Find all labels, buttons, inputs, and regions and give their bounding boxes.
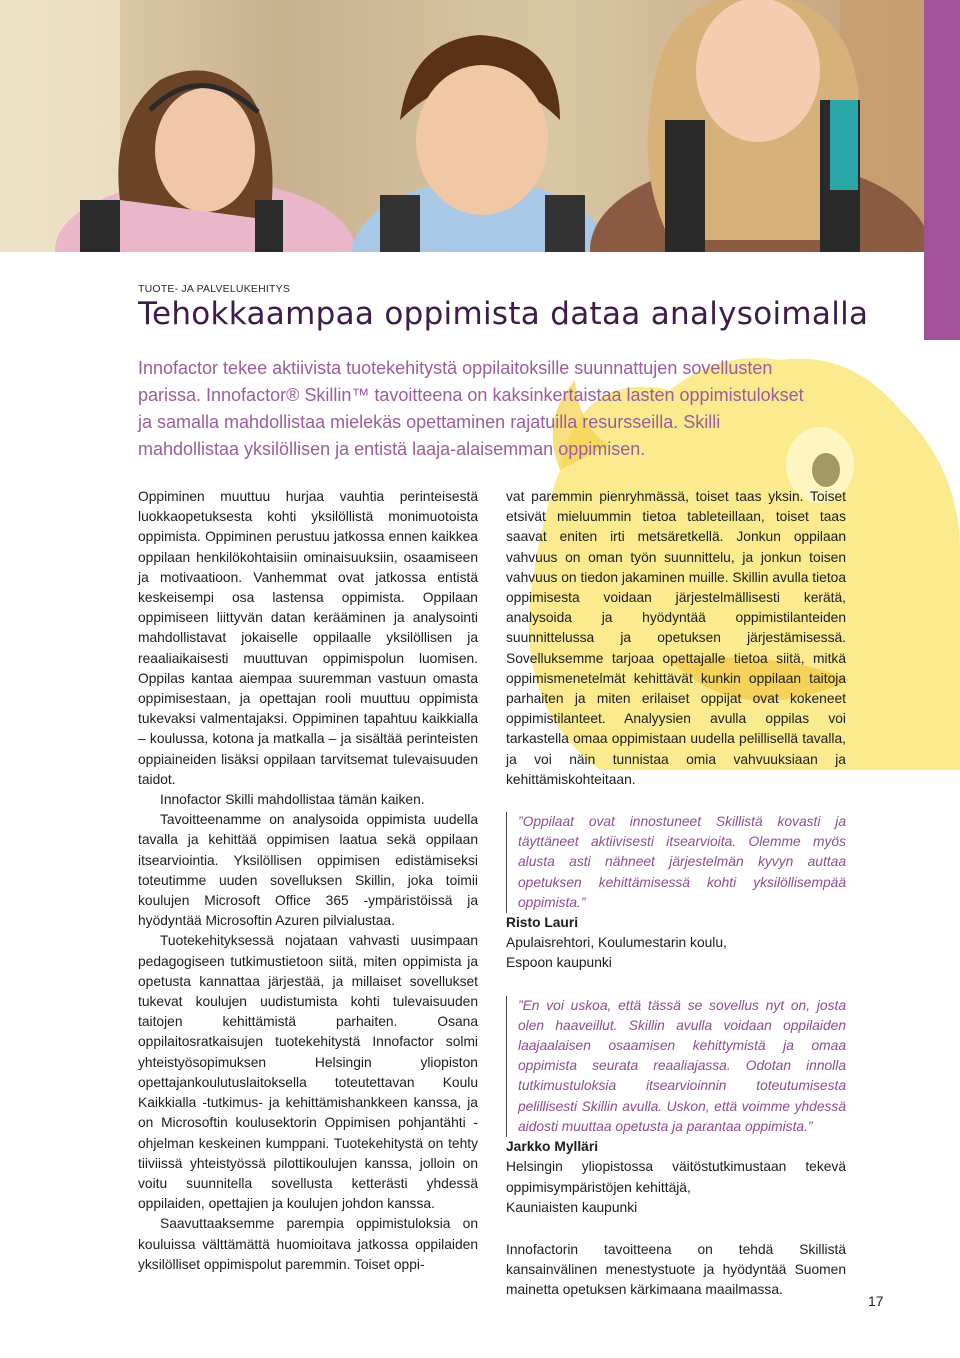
body-paragraph: vat paremmin pienryhmässä, toiset taas yksin. Toiset etsivät mieluummin tietoa tableteillaan, toiset taas saavat eniten irti metsäretkellä. Jonkun oppilaan vahvuus on oman työn suunnittelu, ja jonkun toisen vahvuus on tiedon jakaminen muille. Skillin avulla tietoa oppimisesta voidaan järjestelmällisesti kerätä, analysoida ja hyödyntää oppimistilanteiden suunnittelussa ja opetuksen järjestämisessä. Sovelluksemme tarjoaa opettajalle tietoa siitä, mitkä oppimismenetelmät kehittävät kunkin oppilaan taitoja parhaiten ja miten erilaiset oppijat ovat kokeneet oppimistilanteet. Analyysien avulla oppilas voi tarkastella omaa oppimistaan uudella pelillisellä tavalla, ja voi näin tunnistaa omia vahvuuksiaan ja kehittämiskohteitaan. (506, 489, 846, 787)
section-color-tab (924, 0, 960, 340)
body-paragraph: Oppiminen muuttuu hurjaa vauhtia perinteisestä luokkaopetuksesta kohti yksilöllistä monimuotoista oppimista. Oppiminen perustuu jatkossa ennen kaikkea oppilaan henkilökohtaisiin ominaisuuksiin, osaamiseen ja motivaatioon. Vanhemmat ovat jatkossa entistä keskeisempi osa lastensa oppimista. Oppilaan oppimiseen liittyvän datan kerääminen ja analysointi mahdollistavat jokaiselle oppilaalle yksilöllisen ja reaaliaikaisesti muuttuvan oppimispolun luomisen. Oppilas kantaa aiempaa suuremman vastuun omasta oppimisestaan, ja opettajan rooli muuttuu oppimista tukevaksi valmentajaksi. Oppiminen tapahtuu kaikkialla – koulussa, kotona ja matkalla – ja sisältää perinteisten oppiaineiden lisäksi oppilaan tarvitsemat tulevaisuuden taidot. (138, 489, 478, 787)
quote-text: ”Oppilaat ovat innostuneet Skillistä kovasti ja täyttäneet aktiivisesti itsearvioita. Olemme myös alusta asti nähneet järjestelmän kyvyn auttaa opetuksen kehittämisessä kohti yksilöllisempää oppimista.” (518, 814, 846, 910)
header-photo (0, 0, 924, 252)
quote-text: ”En voi uskoa, että tässä se sovellus nyt on, josta olen haaveillut. Skillin avulla voidaan oppilaiden laajaalaisen osaamisen kehittymistä ja omaa oppimista seurata reaaliajassa. Odotan innolla tutkimustuloksia itsearvioinnin toteutumisesta pelillisesti Skillin avulla. Uskon, että voimme yhdessä aidosti muuttaa opetusta ja parantaa oppimista.” (518, 997, 846, 1134)
body-paragraph: Tuotekehityksessä nojataan vahvasti uusimpaan pedagogiseen tutkimustietoon siitä, miten oppimista ja opetusta kannattaa järjestää, ja millaiset sovellukset tukevat koulujen uudistumista kohti tulevaisuuden taitojen kehittämistä parhaiten. Osana oppilaitosratkaisujen tuotekehitystä Innofactor solmi yhteistyösopimuksen Helsingin yliopiston opettajankoulutuslaitoksella toteutettavan Koulu Kaikkialla -tutkimus- ja kehittämishankkeen kanssa, ja on Microsoftin koulusektorin Oppimisen pohjantähti -ohjelman keskeinen kumppani. Tuotekehitystä on tehty tiiviissä yhteistyössä pilottikoulujen kanssa, jolloin on voitu suunnitella sovellusta ketterästi yhdessä oppilaiden, opettajien ja koulujen johdon kanssa. (138, 933, 478, 1212)
body-paragraph: Innofactor Skilli mahdollistaa tämän kaiken. (160, 792, 425, 808)
page-title: Tehokkaampaa oppimista dataa analysoimalla (138, 296, 869, 332)
quote-author-organization: Espoon kaupunki (506, 955, 612, 971)
body-paragraph: Innofactorin tavoitteena on tehdä Skillistä kansainvälinen menestystuote ja hyödyntää Suomen mainetta opetuksen kärkimaana maailmassa. (506, 1241, 846, 1298)
quote-author-organization: Kauniaisten kaupunki (506, 1199, 638, 1215)
quote-author-name: Jarkko Mylläri (506, 1139, 599, 1155)
quote-author-title: Helsingin yliopistossa väitöstutkimustaan tekevä oppimisympäristöjen kehittäjä, (506, 1159, 846, 1195)
article-column-left (138, 487, 478, 1275)
body-paragraph: Saavuttaaksemme parempia oppimistuloksia on kouluissa välttämättä huomioitava jatkossa oppilaiden yksilölliset oppimispolut paremmin. Toiset oppi- (138, 1216, 478, 1272)
quote-author-name: Risto Lauri (506, 915, 579, 931)
quote-author-title: Apulaisrehtori, Koulumestarin koulu, (506, 935, 727, 951)
pull-quote (506, 996, 846, 1137)
page-number: 17 (868, 1293, 884, 1309)
lead-paragraph: Innofactor tekee aktiivista tuotekehitystä oppilaitoksille suunnattujen sovellusten parissa. Innofactor® Skillin™ tavoitteena on kaksinkertaistaa lasten oppimistulokset ja samalla mahdollistaa mielekäs opettaminen rajatuilla resursseilla. Skilli mahdollistaa yksilöllisen ja entistä laaja-alaisemman oppimisen. (138, 358, 804, 459)
article-column-right (506, 487, 846, 1301)
section-label: TUOTE- JA PALVELUKEHITYS (138, 283, 291, 295)
body-paragraph: Tavoitteenamme on analysoida oppimista uudella tavalla ja kehittää oppimisen laatua sekä oppilaan itsearviointia. Yksilöllisen oppimisen edistämiseksi toteutimme uuden sovelluksen Skillin, joka toimii koulujen Microsoft Office 365 -ympäristöissä ja hyödyntää Microsoftin Azuren pilvialustaa. (138, 812, 478, 929)
pull-quote (506, 812, 846, 913)
